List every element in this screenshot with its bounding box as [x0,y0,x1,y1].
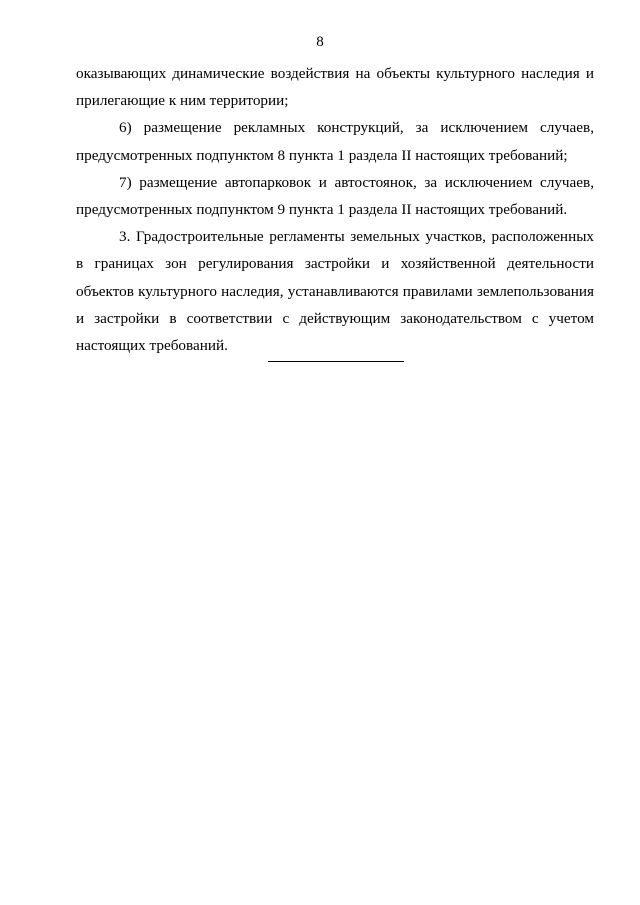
paragraph-item-7: 7) размещение автопарковок и автостоянок, за исключением случаев, предусмотренных подпунктом 9 пункта 1 раздела II настоящих требований. [76,173,594,219]
paragraph-section-3: 3. Градостроительные регламенты земельных участков, расположенных в границах зон регулирования застройки и хозяйственной деятельности объектов культурного наследия, устанавливаются правилами землепользования и застройки в соответствии с действующим законодательством с учетом настоящих требований. [76,228,594,355]
paragraph-item-6: 6) размещение рекламных конструкций, за исключением случаев, предусмотренных подпунктом 8 пункта 1 раздела II настоящих требований; [76,119,594,164]
document-body [76,60,594,359]
paragraph-continuation: оказывающих динамические воздействия на объекты культурного наследия и прилегающие к ним территории; [76,65,594,110]
page-number: 8 [316,34,324,50]
end-of-document-rule [268,361,404,362]
